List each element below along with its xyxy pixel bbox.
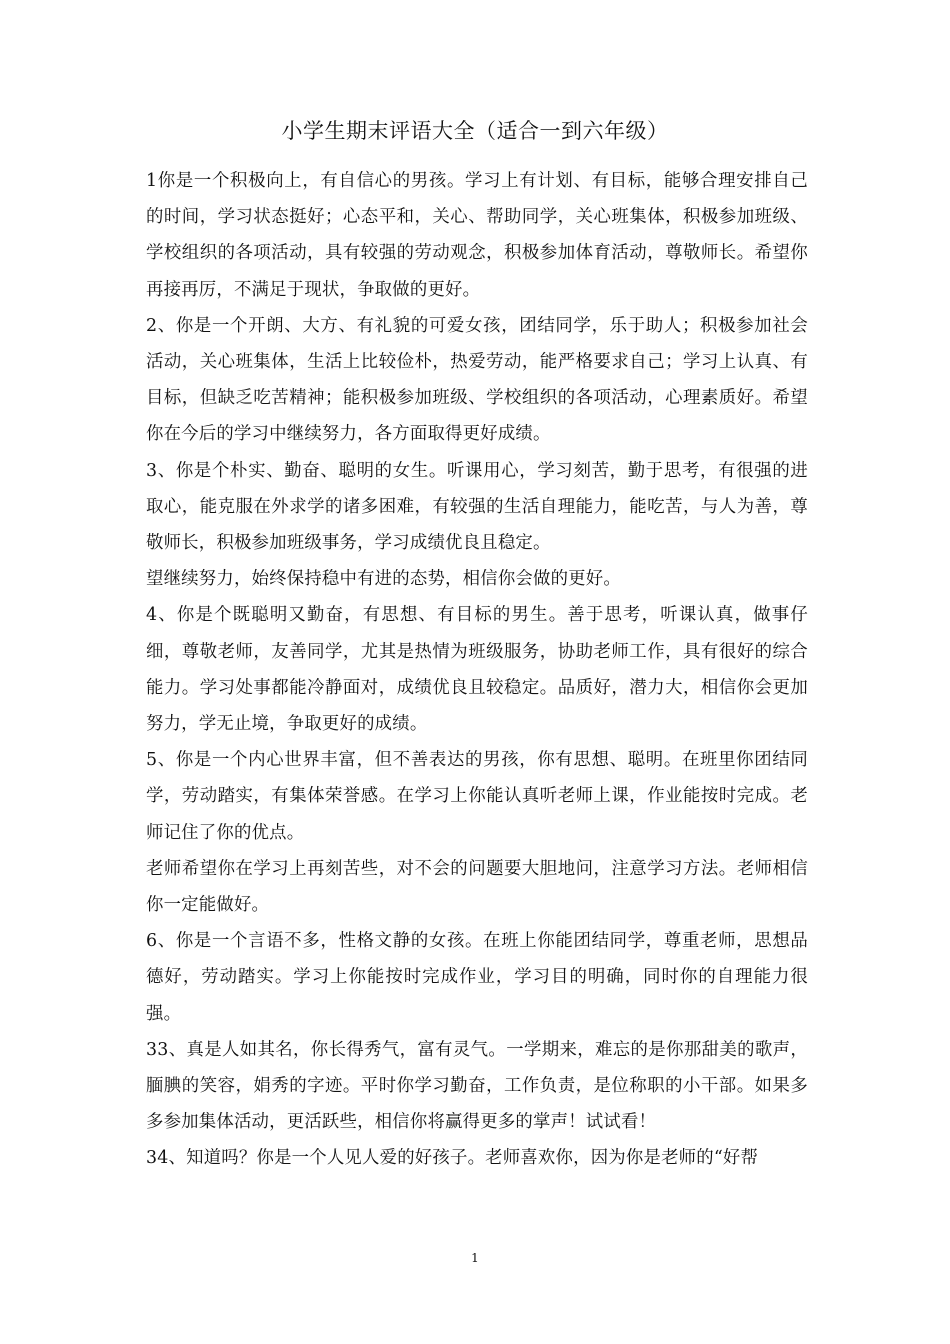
- paragraph-2: 2、你是一个开朗、大方、有礼貌的可爱女孩，团结同学，乐于助人；积极参加社会活动，关心班集体，生活上比较俭朴，热爱劳动，能严格要求自己；学习上认真、有目标，但缺乏吃苦精神；能积极参加班级、学校组织的各项活动，心理素质好。希望你在今后的学习中继续努力，各方面取得更好成绩。: [146, 315, 808, 445]
- paragraph-4: 4、你是个既聪明又勤奋，有思想、有目标的男生。善于思考，听课认真，做事仔细，尊敬老师，友善同学，尤其是热情为班级服务，协助老师工作，具有很好的综合能力。学习处事都能冷静面对，成绩优良且较稳定。品质好，潜力大，相信你会更加努力，学无止境，争取更好的成绩。: [146, 605, 808, 735]
- paragraph-5: 5、你是一个内心世界丰富，但不善表达的男孩，你有思想、聪明。在班里你团结同学，劳动踏实，有集体荣誉感。在学习上你能认真听老师上课，作业能按时完成。老师记住了你的优点。: [146, 750, 808, 843]
- document-title: 小学生期末评语大全（适合一到六年级）: [281, 119, 669, 143]
- paragraph-5-continued: 老师希望你在学习上再刻苦些，对不会的问题要大胆地问，注意学习方法。老师相信你一定能做好。: [146, 858, 808, 916]
- paragraph-34: 34、知道吗？你是一个人见人爱的好孩子。老师喜欢你，因为你是老师的“好帮: [146, 1148, 759, 1169]
- paragraph-1: 1你是一个积极向上，有自信心的男孩。学习上有计划、有目标，能够合理安排自己的时间，学习状态挺好；心态平和，关心、帮助同学，关心班集体，积极参加班级、学校组织的各项活动，具有较强的劳动观念，积极参加体育活动，尊敬师长。希望你再接再厉，不满足于现状，争取做的更好。: [146, 171, 808, 300]
- page-number: 1: [471, 1251, 479, 1265]
- paragraph-6: 6、你是一个言语不多，性格文静的女孩。在班上你能团结同学，尊重老师，思想品德好，劳动踏实。学习上你能按时完成作业，学习目的明确，同时你的自理能力很强。: [146, 931, 808, 1024]
- paragraph-3-continued: 望继续努力，始终保持稳中有进的态势，相信你会做的更好。: [146, 569, 621, 590]
- document-body: [146, 163, 808, 1177]
- paragraph-33: 33、真是人如其名，你长得秀气，富有灵气。一学期来，难忘的是你那甜美的歌声，腼腆的笑容，娟秀的字迹。平时你学习勤奋，工作负责，是位称职的小干部。如果多多参加集体活动，更活跃些，相信你将赢得更多的掌声！试试看！: [146, 1039, 808, 1133]
- paragraph-3: 3、你是个朴实、勤奋、聪明的女生。听课用心，学习刻苦，勤于思考，有很强的进取心，能克服在外求学的诸多困难，有较强的生活自理能力，能吃苦，与人为善，尊敬师长，积极参加班级事务，学习成绩优良且稳定。: [146, 460, 808, 554]
